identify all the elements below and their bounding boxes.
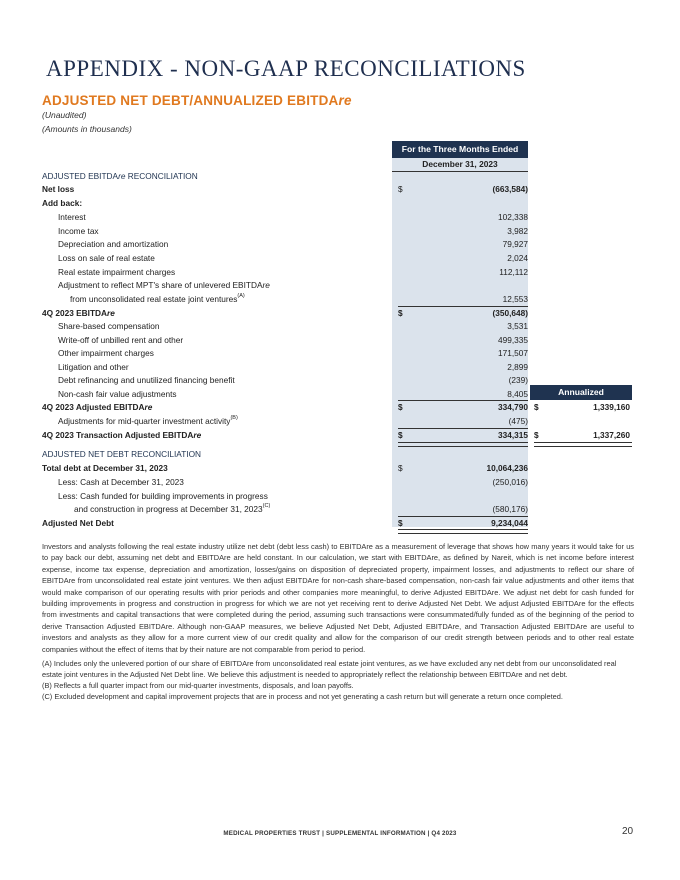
total-double-rule (398, 529, 528, 534)
table-row: Loss on sale of real estate 2,024 (58, 253, 528, 263)
column-header: For the Three Months Ended (392, 141, 528, 158)
table-row: Less: Cash at December 31, 2023 (250,016) (58, 477, 528, 487)
amounts-note: (Amounts in thousands) (42, 124, 132, 134)
column-subheader: December 31, 2023 (422, 159, 498, 169)
page-footer: MEDICAL PROPERTIES TRUST | SUPPLEMENTAL INFORMATION | Q4 2023 (223, 830, 457, 837)
page-number: 20 (622, 826, 634, 837)
table-row: Adjustments for mid-quarter investment activity$^{(B)}$ (475) (58, 415, 528, 426)
table-row: 4Q 2023 Transaction Adjusted EBITDAre $ 334,315 $ 1,337,260 (42, 430, 630, 440)
table-row: Share-based compensation 3,531 (58, 321, 528, 331)
section-heading: ADJUSTED NET DEBT/ANNUALIZED EBITDAre (42, 93, 352, 108)
table-row: Income tax 3,982 (58, 226, 528, 236)
table-row: Total debt at December 31, 2023 $ 10,064,236 (42, 463, 528, 473)
table-row: Add back: (42, 198, 83, 208)
table-row: Interest 102,338 (58, 212, 528, 222)
total-double-rule (534, 442, 632, 447)
footnote-c: (C) Excluded development and capital improvement projects that are in process and not yet generating a cash return but will generate a return once completed. (42, 692, 563, 701)
page-title: APPENDIX - NON-GAAP RECONCILIATIONS (46, 56, 526, 81)
ebitda-section-title: ADJUSTED EBITDAre RECONCILIATION (42, 171, 198, 181)
table-row: Litigation and other 2,899 (58, 362, 528, 372)
table-row: Non-cash fair value adjustments 8,405 (58, 389, 528, 399)
table-row: from unconsolidated real estate joint ventures$^{(A)}$ 12,553 (70, 293, 528, 304)
table-row: Other impairment charges 171,507 (58, 348, 528, 358)
table-row: Depreciation and amortization 79,927 (58, 239, 528, 249)
table-row: 4Q 2023 EBITDAre $ (350,648) (42, 308, 528, 318)
table-row: Adjustment to reflect MPT's share of unlevered EBITDAre (58, 280, 270, 290)
table-row: Net loss $ (663,584) (42, 184, 528, 194)
table-row: Debt refinancing and unutilized financing benefit (239) (58, 375, 528, 385)
unaudited-note: (Unaudited) (42, 110, 87, 120)
table-row: and construction in progress at December 31, $2023^{(C)}$ (580,176) (74, 503, 528, 514)
table-row: 4Q 2023 Adjusted EBITDAre $ 334,790 $ 1,339,160 (42, 402, 630, 412)
debt-section-title: ADJUSTED NET DEBT RECONCILIATION (42, 449, 202, 459)
total-double-rule (398, 442, 528, 447)
footnote-b: (B) Reflects a full quarter impact from our mid-quarter investments, disposals, and loan payoffs. (42, 681, 354, 690)
footnote-a: (A) Includes only the unlevered portion of our share of EBITDAre from unconsolidated real estate joint ventures, as we have excluded any net debt from our unconsolidated real estate joint ventures in the Adjusted Net Debt line. We believe this adjustment is needed to appropriately reflect the relationship between EBITDAre and net debt. (42, 659, 617, 680)
explanatory-paragraph: Investors and analysts following the real estate industry utilize net debt (debt less cash) to EBITDAre as a measurement of leverage that shows how many years it would take for us to pay back our debt, assuming net debt and EBITDAre are held constant. In our calculation, we start with EBITDAre, as defined by Nareit, which is net income before interest expense, income tax expense, depreciation and amortization, losses/gains on disposition of depreciated property, impairment losses, and adjustments to reflect our share of EBITDAre from unconsolidated real estate joint ventures. We then adjust EBITDAre for non-cash share-based compensation, non-cash fair value adjustments and other items that would make comparison of our operating results with prior periods and other companies more meaningful, to derive Adjusted EBITDAre. We adjust net debt for cash funded for building improvements in progress and construction in progress for which we are not yet receiving rent to derive Adjusted Net Debt. We adjust Adjusted EBITDAre for the effects from investments and capital transactions that were completed during the period, assuming such transactions were consummated/fully funded as of the beginning of the period to derive Transaction Adjusted EBITDAre. Although non-GAAP measures, we believe Adjusted Net Debt, Adjusted EBITDAre, and Transaction Adjusted EBITDAre are useful to investors and analysts as they allow for a more current view of our credit quality and allow for the comparison of our credit strength between periods and to other real estate companies without the effect of items that by their nature are not comparable from period to period. (42, 542, 634, 654)
table-row: Real estate impairment charges 112,112 (58, 267, 528, 277)
annualized-header: Annualized (530, 385, 632, 400)
table-row: Less: Cash funded for building improvements in progress (58, 491, 268, 501)
table-row: Adjusted Net Debt $ 9,234,044 (42, 518, 528, 528)
table-row: Write-off of unbilled rent and other 499,335 (58, 335, 528, 345)
